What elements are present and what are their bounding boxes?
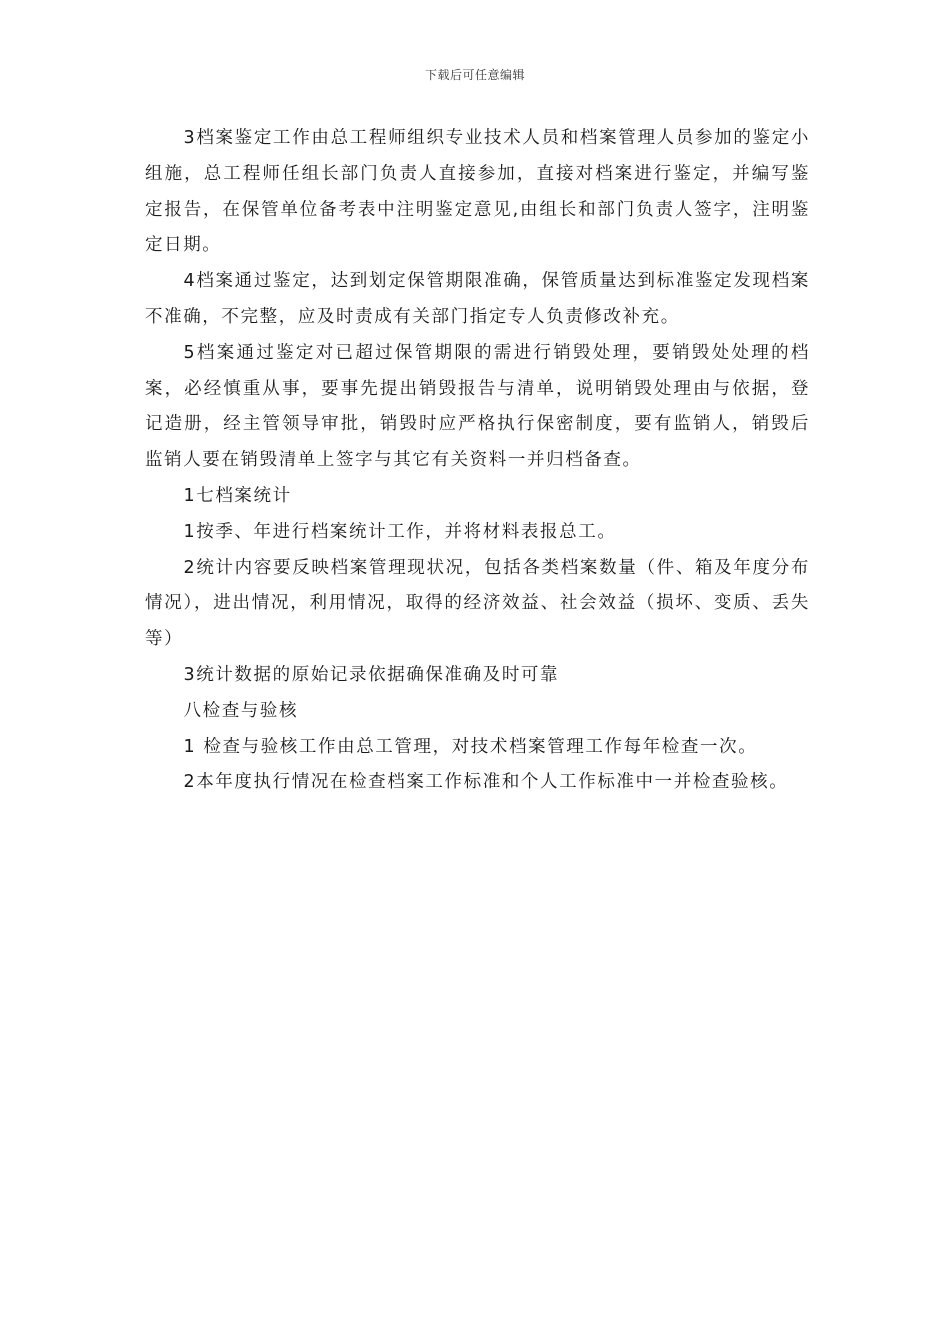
- paragraph-appraisal-4: 4档案通过鉴定，达到划定保管期限准确，保管质量达到标准鉴定发现档案不准确，不完整，应及时责成有关部门指定专人负责修改补充。: [145, 271, 810, 327]
- paragraph-appraisal-3: 3档案鉴定工作由总工程师组织专业技术人员和档案管理人员参加的鉴定小组施，总工程师任组长部门负责人直接参加，直接对档案进行鉴定，并编写鉴定报告，在保管单位备考表中注明鉴定意见,由组长和部门负责人签字，注明鉴定日期。: [145, 128, 810, 256]
- paragraph-statistics-1: 1按季、年进行档案统计工作，并将材料表报总工。: [183, 521, 617, 542]
- document-body: [145, 121, 810, 801]
- section-heading-inspection: 八检查与验核: [183, 700, 299, 721]
- section-heading-statistics: 1七档案统计: [183, 485, 292, 506]
- paragraph-inspection-1: 1 检查与验核工作由总工管理，对技术档案管理工作每年检查一次。: [183, 736, 758, 757]
- paragraph-statistics-2: 2统计内容要反映档案管理现状况，包括各类档案数量（件、箱及年度分布情况），进出情况，利用情况，取得的经济效益、社会效益（损坏、变质、丢失等）: [145, 557, 810, 650]
- paragraph-appraisal-5: 5档案通过鉴定对已超过保管期限的需进行销毁处理，要销毁处处理的档案，必经慎重从事，要事先提出销毁报告与清单，说明销毁处理由与依据，登记造册，经主管领导审批，销毁时应严格执行保密制度，要有监销人，销毁后监销人要在销毁清单上签字与其它有关资料一并归档备查。: [145, 342, 810, 471]
- page-header: 下载后可任意编辑: [424, 68, 525, 82]
- paragraph-inspection-2: 2本年度执行情况在检查档案工作标准和个人工作标准中一并检查验核。: [183, 772, 789, 793]
- paragraph-statistics-3: 3统计数据的原始记录依据确保准确及时可靠: [183, 664, 560, 685]
